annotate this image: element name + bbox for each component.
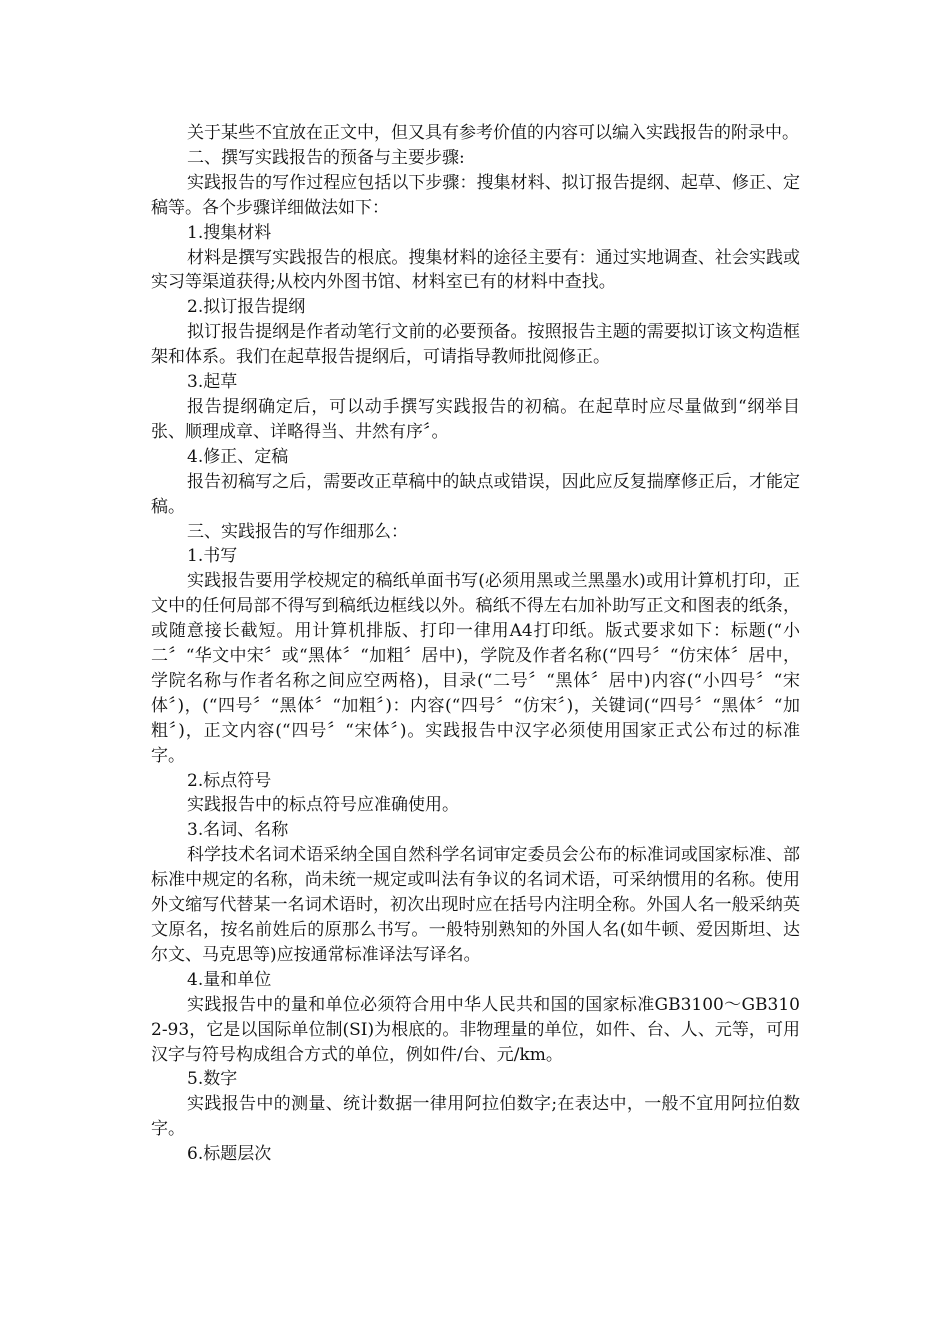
- section-heading-2: 二、撰写实践报告的预备与主要步骤:: [187, 147, 465, 168]
- paragraph-numbers: 实践报告中的测量、统计数据一律用阿拉伯数字;在表达中，一般不宜用阿拉伯数字。: [151, 1094, 800, 1140]
- paragraph-units: 实践报告中的量和单位必须符合用中华人民共和国的国家标准GB3100～GB3102-93，它是以国际单位制(SI)为根底的。非物理量的单位，如件、台、人、元等，可用汉字与符号构成组合方式的单位，例如件/台、元/km。: [151, 994, 800, 1065]
- step-heading-4: 4.修正、定稿: [187, 446, 289, 467]
- paragraph-collect-materials: 材料是撰写实践报告的根底。搜集材料的途径主要有：通过实地调查、社会实践或实习等渠道获得;从校内外图书馆、材料室已有的材料中查找。: [151, 247, 800, 293]
- paragraph-draft: 报告提纲确定后，可以动手撰写实践报告的初稿。在起草时应尽量做到“纲举目张、顺理成章、详略得当、井然有序〞。: [151, 396, 800, 442]
- rule-heading-5: 5.数字: [187, 1069, 238, 1090]
- rule-heading-2: 2.标点符号: [187, 770, 272, 791]
- rule-heading-3: 3.名词、名称: [187, 820, 289, 841]
- rule-heading-6: 6.标题层次: [187, 1144, 272, 1165]
- step-heading-3: 3.起草: [187, 372, 238, 393]
- paragraph-appendix-note: 关于某些不宜放在正文中，但又具有参考价值的内容可以编入实践报告的附录中。: [187, 123, 799, 143]
- paragraph-punctuation: 实践报告中的标点符号应准确使用。: [187, 795, 459, 816]
- rule-heading-4: 4.量和单位: [187, 969, 272, 990]
- paragraph-revise: 报告初稿写之后，需要改正草稿中的缺点或错误，因此应反复揣摩修正后，才能定稿。: [151, 471, 800, 517]
- paragraph-steps-intro: 实践报告的写作过程应包括以下步骤：搜集材料、拟订报告提纲、起草、修正、定稿等。各个步骤详细做法如下：: [151, 172, 800, 218]
- section-heading-3: 三、实践报告的写作细那么：: [187, 521, 408, 542]
- step-heading-2: 2.拟订报告提纲: [187, 297, 306, 318]
- paragraph-writing-format: 实践报告要用学校规定的稿纸单面书写(必须用黑或兰黑墨水)或用计算机打印，正文中的任何局部不得写到稿纸边框线以外。稿纸不得左右加补助写正文和图表的纸条，或随意接长截短。用计算机排版、打印一律用A4打印纸。版式要求如下：标题(“小二〞“华文中宋〞或“黑体〞“加粗〞居中)，学院及作者名称(“四号〞“仿宋体〞居中，学院名称与作者名称之间应空两格)，目录(“二号〞“黑体〞居中)内容(“小四号〞“宋体〞)，(“四号〞“黑体〞“加粗〞)：内容(“四号〞“仿宋〞)，关键词(“四号〞“黑体〞“加粗〞)，正文内容(“四号〞“宋体〞)。实践报告中汉字必须使用国家正式公布过的标准字。: [151, 571, 800, 766]
- rule-heading-1: 1.书写: [187, 546, 238, 567]
- paragraph-terms: 科学技术名词术语采纳全国自然科学名词审定委员会公布的标准词或国家标准、部标准中规定的名称，尚未统一规定或叫法有争议的名词术语，可采纳惯用的名称。使用外文缩写代替某一名词术语时，初次出现时应在括号内注明全称。外国人名一般采纳英文原名，按名前姓后的原那么书写。一般特别熟知的外国人名(如牛顿、爱因斯坦、达尔文、马克思等)应按通常标准译法写译名。: [151, 845, 800, 965]
- document-page: [151, 121, 800, 1167]
- paragraph-outline: 拟订报告提纲是作者动笔行文前的必要预备。按照报告主题的需要拟订该文构造框架和体系。我们在起草报告提纲后，可请指导教师批阅修正。: [151, 322, 800, 368]
- step-heading-1: 1.搜集材料: [187, 222, 272, 243]
